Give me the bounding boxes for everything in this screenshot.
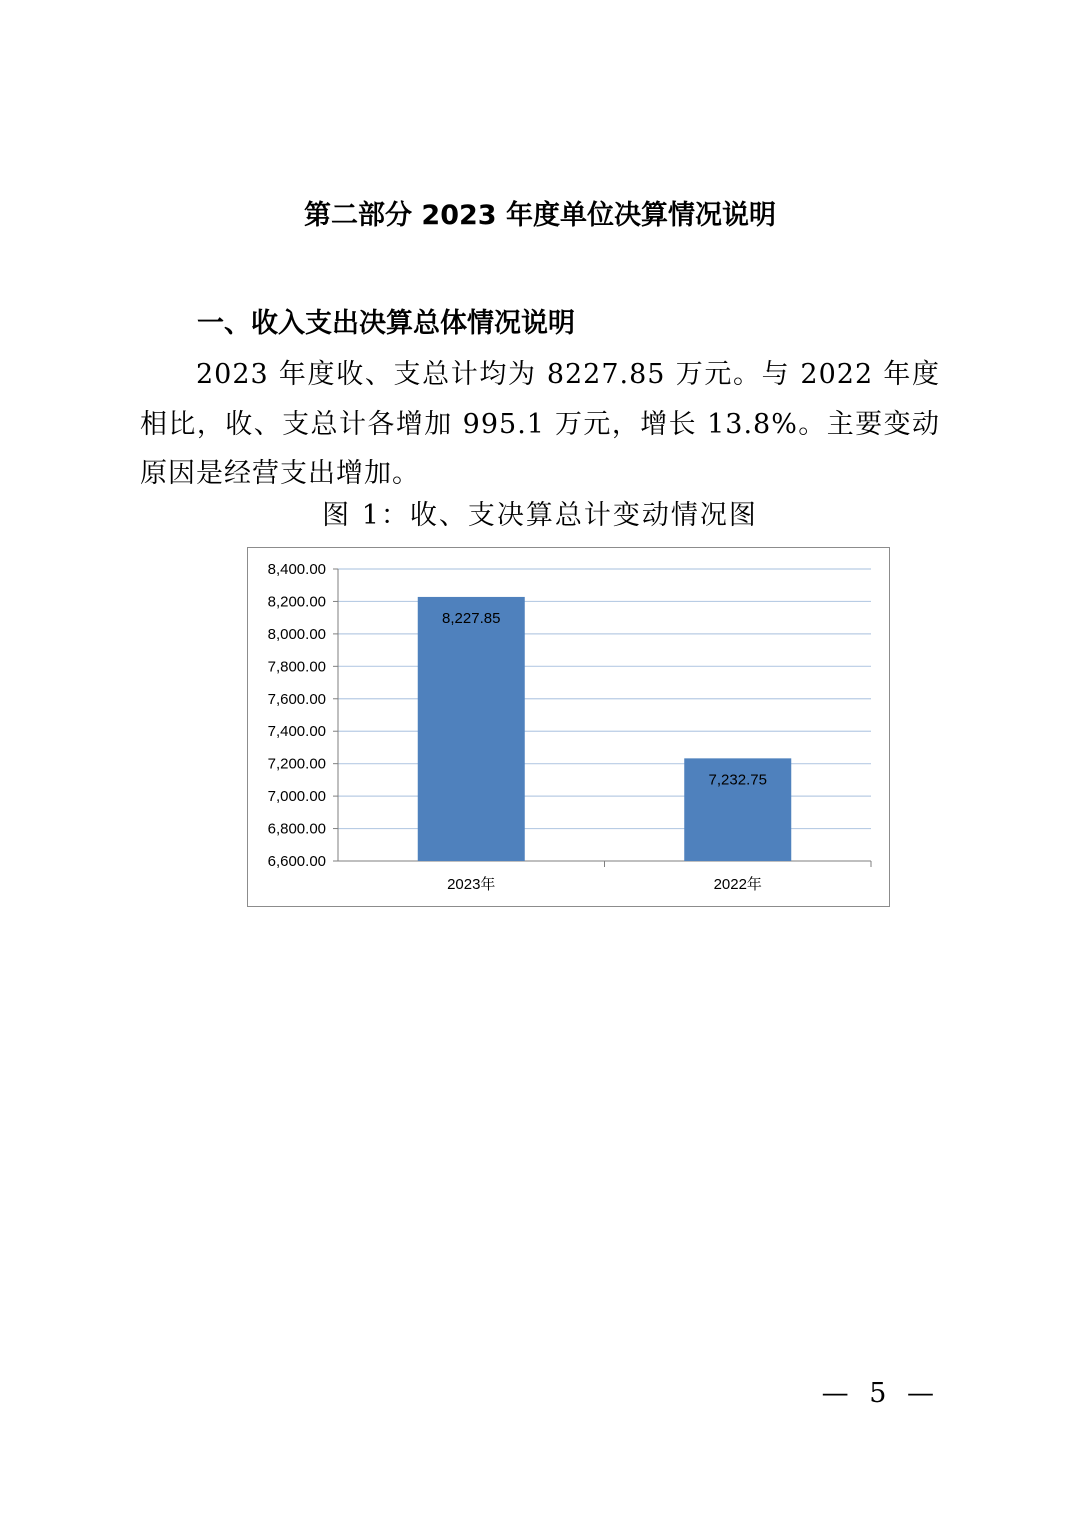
y-tick-label: 7,400.00 <box>267 723 326 741</box>
figure-caption: 图 1：收、支决算总计变动情况图 <box>322 500 758 531</box>
y-tick-label: 7,800.00 <box>267 658 326 676</box>
section-heading: 一、收入支出决算总体情况说明 <box>197 308 575 339</box>
bar-chart-frame <box>247 547 890 907</box>
x-tick-label: 2023年 <box>447 876 496 893</box>
y-tick-label: 7,600.00 <box>267 690 326 708</box>
part-title: 第二部分 2023 年度单位决算情况说明 <box>304 200 776 231</box>
y-tick-label: 6,800.00 <box>267 820 326 838</box>
page-number: — 5 — <box>821 1378 940 1409</box>
y-tick-label: 7,200.00 <box>267 755 326 773</box>
body-paragraph: 2023 年度收、支总计均为 8227.85 万元。与 2022 年度相比，收、支总计各增加 995.1 万元，增长 13.8%。主要变动原因是经营支出增加。 <box>140 359 940 489</box>
data-label: 7,232.75 <box>708 771 767 789</box>
y-tick-label: 8,400.00 <box>267 561 326 578</box>
x-tick-label: 2022年 <box>713 876 762 893</box>
y-tick-label: 6,600.00 <box>267 853 326 870</box>
y-tick-label: 8,200.00 <box>267 593 326 611</box>
data-label: 8,227.85 <box>442 609 501 627</box>
bar-chart <box>248 548 891 908</box>
y-tick-label: 7,000.00 <box>267 788 326 806</box>
bar <box>418 597 525 861</box>
y-tick-label: 8,000.00 <box>267 625 326 643</box>
